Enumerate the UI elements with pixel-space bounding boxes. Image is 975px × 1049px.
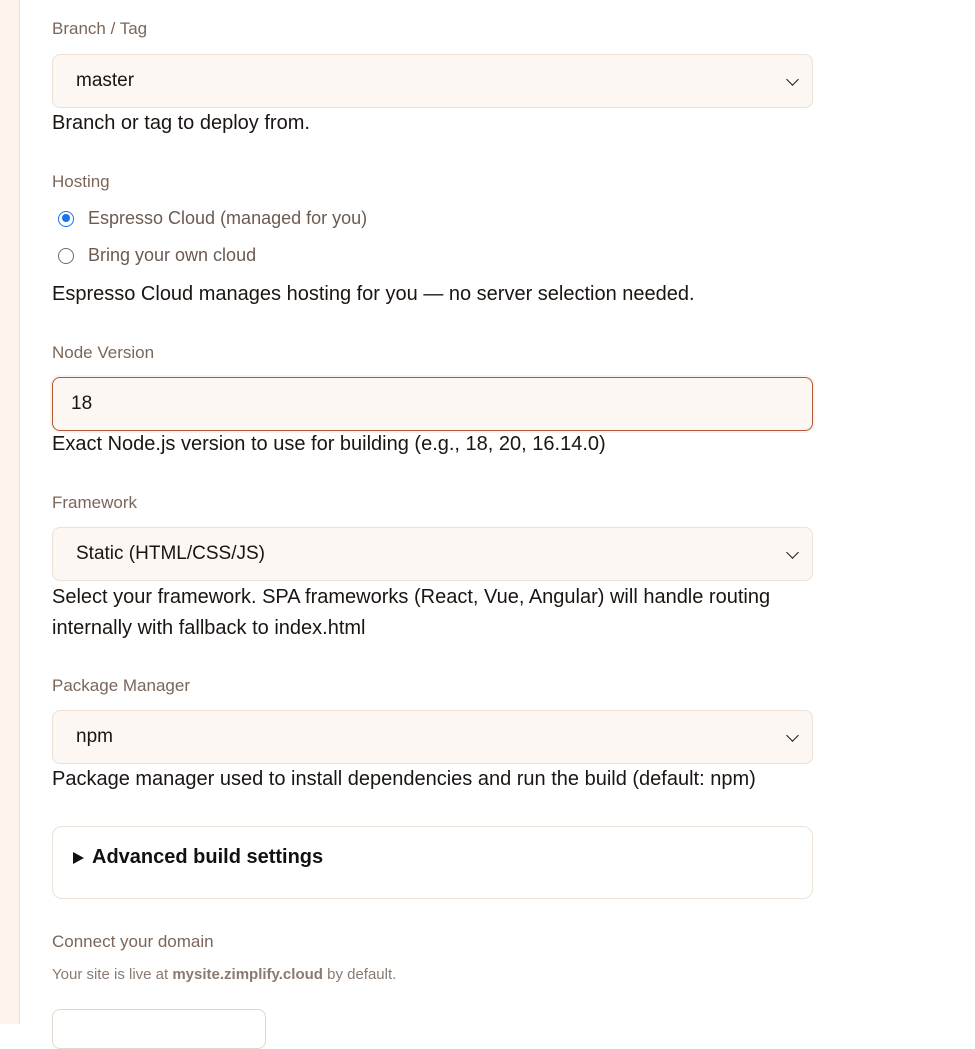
- package-manager-label: Package Manager: [52, 676, 190, 695]
- live-site-note-suffix: by default.: [322, 966, 397, 983]
- advanced-build-settings-label: Advanced build settings: [92, 846, 324, 868]
- advanced-build-settings[interactable]: [52, 826, 813, 899]
- branch-tag-label: Branch / Tag: [52, 19, 148, 38]
- radio-icon[interactable]: [58, 211, 74, 227]
- node-version-input[interactable]: [52, 377, 813, 431]
- node-version-help: Exact Node.js version to use for building (e.g., 18, 20, 16.14.0): [52, 433, 606, 455]
- chevron-down-icon: [786, 73, 799, 86]
- framework-select[interactable]: [52, 527, 813, 581]
- hosting-option-label: Espresso Cloud (managed for you): [88, 208, 368, 228]
- live-site-url: mysite.zimplify.cloud: [172, 966, 323, 983]
- hosting-option-own-cloud[interactable]: [58, 245, 256, 266]
- framework-help: Select your framework. SPA frameworks (React, Vue, Angular) will handle routing internally with fallback to index.html: [52, 586, 771, 639]
- package-manager-help: Package manager used to install dependencies and run the build (default: npm): [52, 768, 756, 790]
- branch-tag-value: master: [76, 70, 135, 91]
- hosting-option-espresso-cloud[interactable]: [58, 208, 367, 229]
- node-version-value: 18: [71, 393, 93, 414]
- connect-domain-label: Connect your domain: [52, 932, 214, 951]
- framework-label: Framework: [52, 493, 138, 512]
- left-sidebar-edge: [0, 0, 20, 1024]
- live-site-note: [52, 966, 396, 983]
- chevron-down-icon: [786, 546, 799, 559]
- hosting-help: Espresso Cloud manages hosting for you — no server selection needed.: [52, 283, 695, 305]
- connect-domain-button[interactable]: [52, 1009, 266, 1049]
- package-manager-value: npm: [76, 726, 113, 747]
- branch-tag-help: Branch or tag to deploy from.: [52, 112, 310, 134]
- chevron-down-icon: [786, 729, 799, 742]
- package-manager-select[interactable]: [52, 710, 813, 764]
- hosting-label: Hosting: [52, 172, 110, 191]
- live-site-note-prefix: Your site is live at: [52, 966, 173, 983]
- node-version-label: Node Version: [52, 343, 155, 362]
- advanced-build-settings-summary[interactable]: [73, 846, 323, 869]
- framework-value: Static (HTML/CSS/JS): [76, 543, 265, 564]
- triangle-right-icon: [73, 852, 84, 864]
- hosting-option-label: Bring your own cloud: [88, 245, 257, 265]
- radio-icon[interactable]: [58, 248, 74, 264]
- branch-tag-select[interactable]: [52, 54, 813, 108]
